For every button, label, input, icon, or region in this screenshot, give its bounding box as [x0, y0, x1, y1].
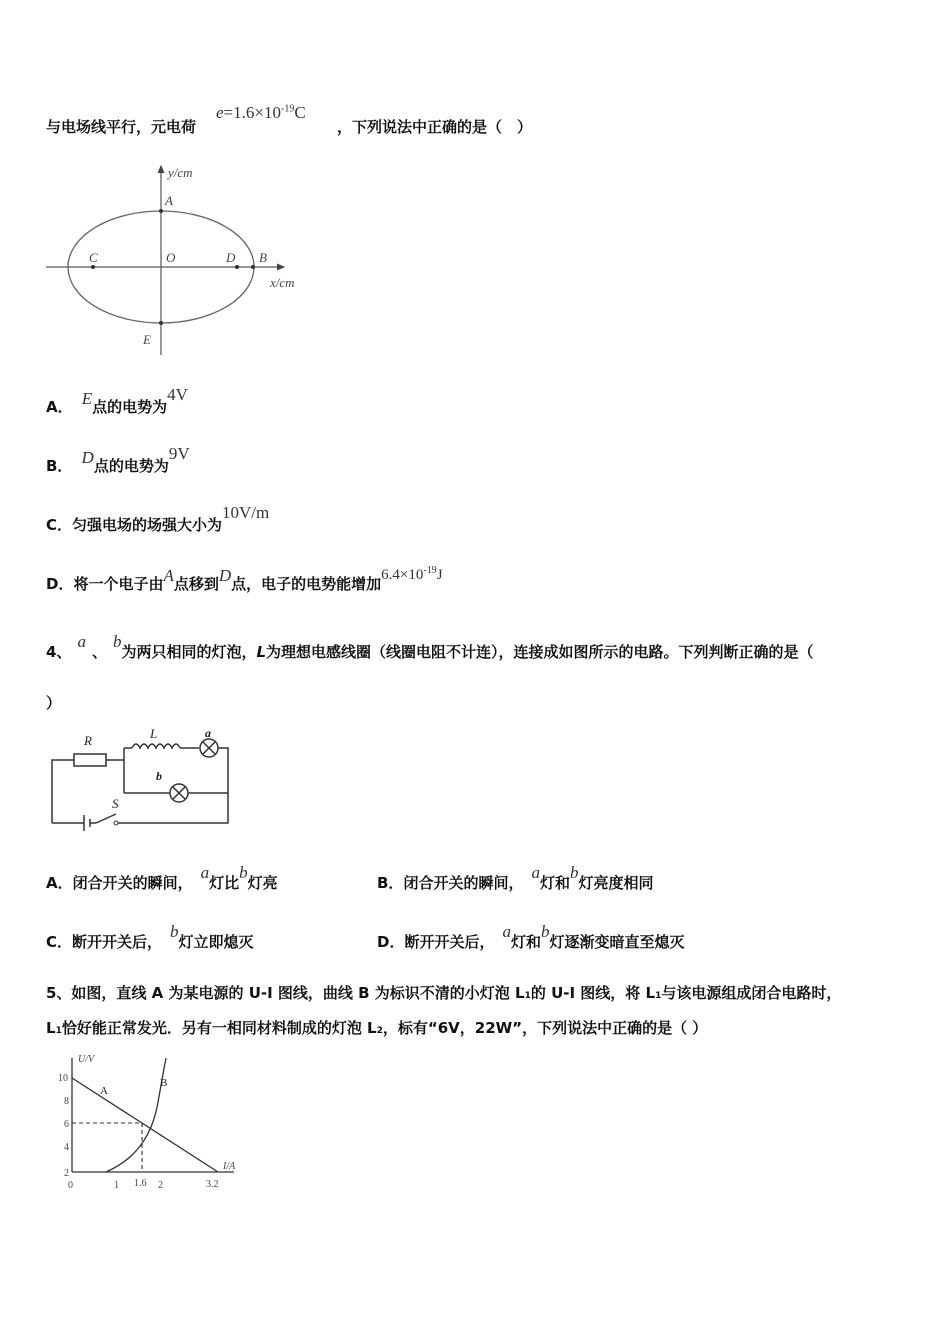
q3-option-a[interactable] — [46, 385, 188, 417]
q3-option-b[interactable] — [46, 444, 190, 476]
option-label: D． — [46, 575, 74, 593]
option-symbol-2: D — [218, 566, 232, 585]
line-A-label: A — [100, 1085, 108, 1097]
option-label: B． — [377, 874, 404, 892]
i-axis-label: I/A — [223, 1161, 236, 1172]
option-label: B． — [46, 457, 73, 475]
option-label: C． — [46, 516, 73, 534]
q3-option-d[interactable] — [46, 564, 443, 594]
q4-sym-L: L — [256, 643, 267, 661]
option-post: 灯亮度相同 — [578, 874, 654, 892]
inductor — [132, 744, 180, 748]
x-tick: 1 — [114, 1180, 119, 1191]
q5-text-1a: 5、如图，直线 A 为某电源的 U-I 图线，曲线 B 为标识不清的小灯泡 L — [46, 984, 525, 1002]
q4-circuit-figure — [44, 728, 244, 833]
option-text: 闭合开关的瞬间， — [72, 874, 193, 892]
x-tick: 2 — [158, 1180, 163, 1191]
option-value: 4V — [167, 385, 188, 404]
label-O: O — [166, 250, 176, 265]
q5-sub3: 1 — [55, 1026, 62, 1036]
e-symbol: e — [216, 103, 224, 122]
q5-sub2: 1 — [655, 991, 662, 1001]
option-label: A． — [46, 874, 73, 892]
option-text: 点的电势为 — [93, 457, 169, 475]
y-tick: 10 — [58, 1073, 68, 1084]
option-label: D． — [377, 933, 405, 951]
option-post: 灯立即熄灭 — [178, 933, 254, 951]
option-sym2: b — [540, 922, 550, 941]
option-symbol: D — [81, 448, 94, 467]
label-L: L — [150, 728, 158, 741]
q3-option-c[interactable] — [46, 503, 270, 535]
curve-B — [106, 1058, 166, 1172]
x-axis-label: x/cm — [270, 275, 295, 290]
q5-text-1b: 的 U-I 图线，将 L — [530, 984, 656, 1002]
point-D — [235, 265, 239, 269]
e-exponent: -19 — [280, 103, 295, 115]
e-unit: C — [294, 103, 306, 122]
y-tick: 4 — [64, 1142, 69, 1153]
y-tick: 2 — [64, 1168, 69, 1179]
option-text: 断开开关后， — [72, 933, 163, 951]
q5-stem-line1 — [46, 982, 841, 1003]
option-sym2: b — [239, 863, 248, 882]
label-C: C — [89, 250, 98, 265]
label-E: E — [143, 332, 151, 347]
option-text: 闭合开关的瞬间， — [403, 874, 524, 892]
option-mid: 灯和 — [539, 874, 570, 892]
option-text-post: 点，电子的电势能增加 — [231, 575, 382, 593]
q4-stem — [46, 632, 814, 662]
q4-number: 4、 — [46, 643, 72, 661]
option-sym1: a — [531, 863, 540, 882]
q4-stem-text2: 为理想电感线圈（线圈电阻不计连），连接成如图所示的电路。下列判断正确的是（ — [266, 643, 814, 661]
q3-charge-formula — [216, 103, 306, 123]
x-tick: 3.2 — [206, 1179, 219, 1190]
q4-option-c[interactable] — [46, 922, 254, 952]
option-sym1: b — [170, 922, 179, 941]
option-value: 10V/m — [222, 503, 270, 522]
q5-text-2b: 恰好能正常发光．另有一相同材料制成的灯泡 L — [61, 1019, 377, 1037]
label-S: S — [112, 796, 119, 811]
switch — [96, 814, 116, 823]
option-mid: 灯和 — [510, 933, 541, 951]
y-tick: 6 — [64, 1119, 69, 1130]
resistor — [74, 754, 106, 766]
q4-stem-text: 为两只相同的灯泡， — [121, 643, 257, 661]
q4-option-d[interactable] — [377, 922, 685, 952]
q5-text-2a: L — [46, 1019, 56, 1037]
q4-sep: 、 — [91, 643, 107, 661]
q4-close-paren: ） — [46, 694, 62, 712]
q5-stem-line2 — [46, 1017, 707, 1038]
y-tick: 8 — [64, 1096, 69, 1107]
option-label: C． — [46, 933, 73, 951]
q5-sub1: 1 — [524, 991, 531, 1001]
q4-option-b[interactable] — [377, 863, 654, 893]
q3-ellipse-figure — [44, 160, 314, 365]
q4-option-a[interactable] — [46, 863, 278, 893]
option-post: 灯逐渐变暗直至熄灭 — [549, 933, 685, 951]
line-A — [72, 1078, 218, 1172]
option-text: 断开开关后， — [404, 933, 495, 951]
q3-stem-pre: 与电场线平行，元电荷 — [46, 118, 197, 136]
label-b: b — [156, 769, 162, 783]
option-text-mid: 点移到 — [173, 575, 219, 593]
option-text: 匀强电场的场强大小为 — [72, 516, 223, 534]
label-B: B — [259, 250, 267, 265]
dashed-operating-point — [72, 1123, 142, 1172]
q5-text-2c: ，标有“6V，22W”，下列说法中正确的是（ ） — [382, 1019, 708, 1037]
point-B — [251, 265, 255, 269]
option-sym2: b — [569, 863, 579, 882]
option-value: 9V — [168, 444, 190, 463]
point-C — [91, 265, 95, 269]
option-sym1: a — [502, 922, 511, 941]
q4-sym-a: a — [77, 632, 86, 651]
option-text: 将一个电子由 — [73, 575, 164, 593]
e-value: =1.6×10 — [223, 103, 281, 122]
q4-sym-b: b — [112, 632, 122, 651]
q5-text-1c: 与该电源组成闭合电路时， — [661, 984, 842, 1002]
x-tick: 0 — [68, 1180, 73, 1191]
option-label: A． — [46, 398, 73, 416]
option-value: 6.4×10 — [381, 567, 424, 583]
u-axis-label: U/V — [78, 1054, 95, 1065]
option-symbol: E — [81, 389, 93, 408]
option-exponent: -19 — [423, 564, 437, 576]
label-D: D — [226, 250, 236, 265]
x-tick: 1.6 — [134, 1178, 147, 1189]
q5-ui-graph — [46, 1050, 256, 1195]
point-E — [159, 321, 163, 325]
option-sym1: a — [200, 863, 210, 882]
q5-sub4: 2 — [376, 1026, 383, 1036]
q3-stem-post: ，下列说法中正确的是（ ） — [337, 118, 533, 136]
label-a: a — [205, 728, 211, 740]
point-A — [159, 209, 163, 213]
option-symbol-1: A — [163, 566, 174, 585]
option-post: 灯亮 — [247, 874, 278, 892]
y-axis-label: y/cm — [168, 165, 193, 180]
option-mid: 灯比 — [209, 874, 240, 892]
label-R: R — [84, 733, 92, 748]
option-unit: J — [436, 567, 443, 583]
label-A: A — [165, 193, 173, 208]
option-text: 点的电势为 — [92, 398, 168, 416]
q3-stem-line — [46, 116, 196, 137]
curve-B-label: B — [160, 1077, 168, 1089]
